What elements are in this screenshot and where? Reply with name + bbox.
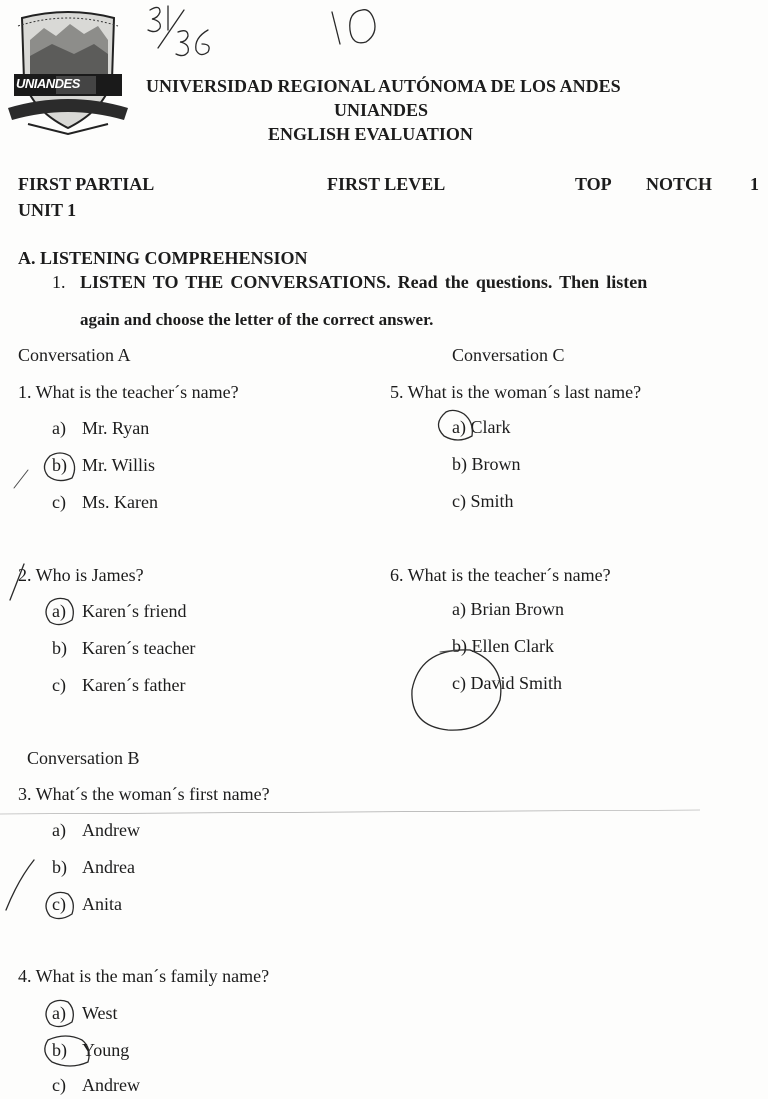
partial-label: FIRST PARTIAL <box>18 174 155 194</box>
q5-option-c[interactable]: c) Smith <box>452 491 514 511</box>
university-short-name: UNIANDES <box>334 100 429 120</box>
book-number: 1 <box>750 174 759 194</box>
university-name: UNIVERSIDAD REGIONAL AUTÓNOMA DE LOS ANDES <box>146 76 621 96</box>
q1-option-b[interactable]: b) Mr. Willis <box>52 455 155 475</box>
q3-option-b[interactable]: b) Andrea <box>52 857 135 877</box>
q5-option-b[interactable]: b) Brown <box>452 454 521 474</box>
conversation-c-heading: Conversation C <box>452 345 565 365</box>
instruction-line-1: LISTEN TO THE CONVERSATIONS. Read the questions. Then listen <box>80 272 648 292</box>
question-3: 3. What´s the woman´s first name? <box>18 784 270 804</box>
evaluation-title: ENGLISH EVALUATION <box>268 124 473 144</box>
q4-option-c[interactable]: c) Andrew <box>52 1075 140 1095</box>
q3-option-a[interactable]: a) Andrew <box>52 820 140 840</box>
section-title: A. LISTENING COMPREHENSION <box>18 248 308 268</box>
q2-option-b[interactable]: b) Karen´s teacher <box>52 638 196 658</box>
q4-option-b[interactable]: b) Young <box>52 1040 130 1060</box>
conversation-a-heading: Conversation A <box>18 345 131 365</box>
unit-label: UNIT 1 <box>18 200 77 220</box>
question-1: 1. What is the teacher´s name? <box>18 382 239 402</box>
question-6: 6. What is the teacher´s name? <box>390 565 611 585</box>
q1-option-c[interactable]: c) Ms. Karen <box>52 492 158 512</box>
q1-option-a[interactable]: a) Mr. Ryan <box>52 418 150 438</box>
conversation-b-heading: Conversation B <box>27 748 140 768</box>
question-4: 4. What is the man´s family name? <box>18 966 270 986</box>
q6-option-a[interactable]: a) Brian Brown <box>452 599 564 619</box>
level-label: FIRST LEVEL <box>327 174 446 194</box>
q2-option-c[interactable]: c) Karen´s father <box>52 675 186 695</box>
instruction-number: 1. <box>52 272 66 292</box>
q2-option-a[interactable]: a) Karen´s friend <box>52 601 187 621</box>
book-word-notch: NOTCH <box>646 174 713 194</box>
q4-option-a[interactable]: a) West <box>52 1003 118 1023</box>
logo-text: UNIANDES <box>16 76 80 91</box>
instruction-line-2: again and choose the letter of the correct answer. <box>80 310 434 329</box>
q3-option-c[interactable]: c) Anita <box>52 894 122 914</box>
q6-option-b[interactable]: b) Ellen Clark <box>452 636 554 656</box>
book-word-top: TOP <box>575 174 612 194</box>
question-2: 2. Who is James? <box>18 565 144 585</box>
q6-option-c[interactable]: c) David Smith <box>452 673 562 693</box>
question-5: 5. What is the woman´s last name? <box>390 382 642 402</box>
q5-option-a[interactable]: a) Clark <box>452 417 511 437</box>
